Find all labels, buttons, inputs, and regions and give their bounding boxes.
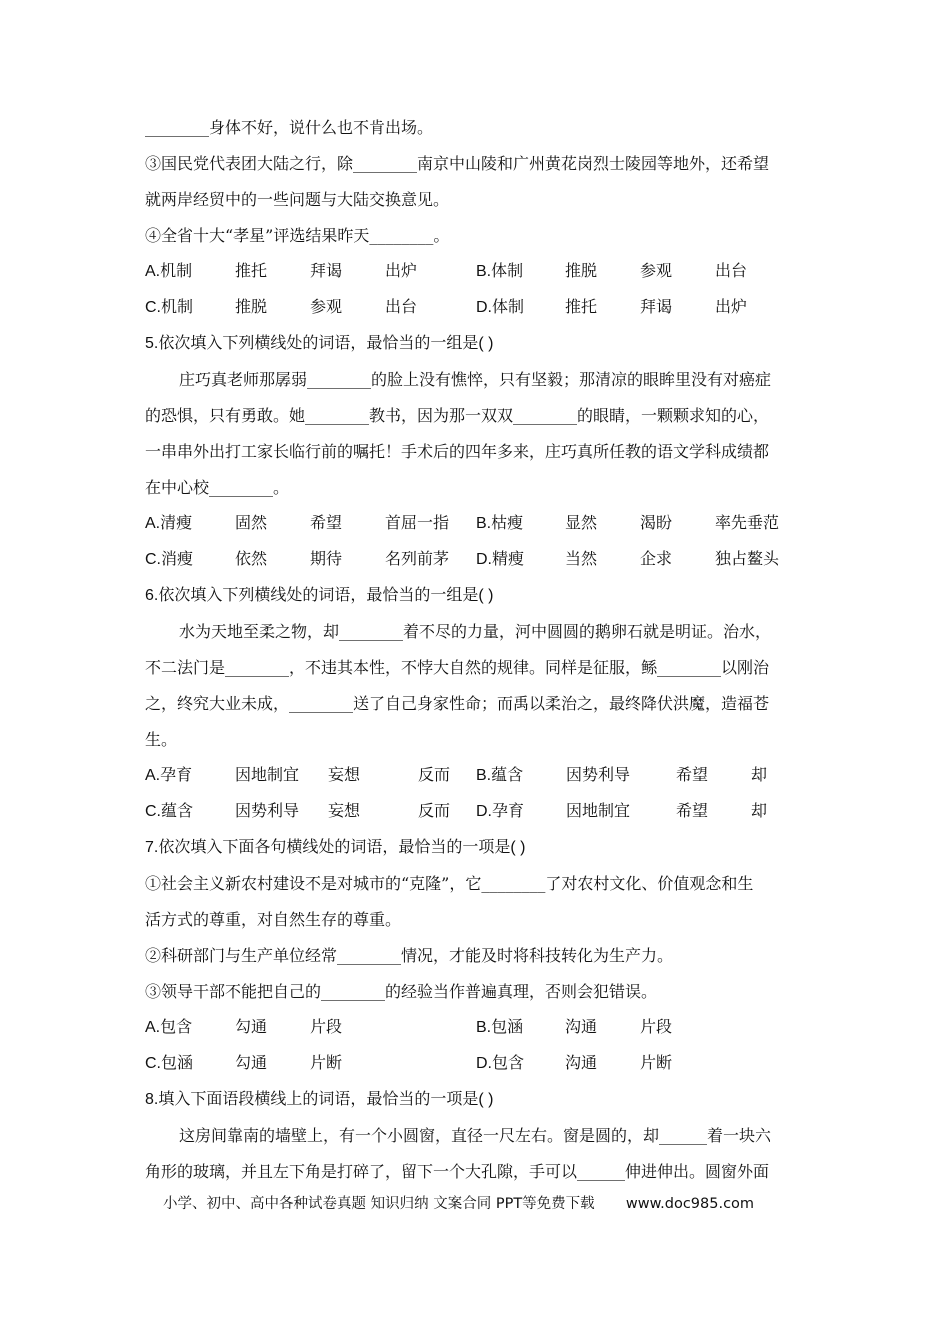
- option-cell: B.包涵: [476, 1019, 524, 1036]
- option-cell: 勾通: [235, 1019, 268, 1036]
- text-line: ________身体不好，说什么也不肯出场。: [145, 118, 434, 137]
- option-cell: 出台: [715, 263, 748, 280]
- option-cell: D.孕育: [476, 803, 525, 820]
- options-row: [145, 794, 810, 830]
- text-line: ②科研部门与生产单位经常________情况，才能及时将科技转化为生产力。: [145, 946, 674, 965]
- option-cell: B.蕴含: [476, 767, 524, 784]
- question-5: [145, 326, 810, 578]
- option-cell: 反而: [418, 767, 451, 784]
- option-cell: C.机制: [145, 299, 194, 316]
- option-cell: A.清瘦: [145, 515, 193, 532]
- options-row: [145, 542, 810, 578]
- page-footer: [163, 1192, 803, 1213]
- text-line: 生。: [145, 730, 178, 749]
- options-row: [145, 758, 810, 794]
- option-cell: 名列前茅: [385, 551, 450, 568]
- option-cell: 出台: [385, 299, 418, 316]
- option-cell: 推脱: [565, 263, 598, 280]
- option-cell: D.精瘦: [476, 551, 525, 568]
- option-cell: 沟通: [565, 1055, 598, 1072]
- option-cell: 显然: [565, 515, 598, 532]
- option-cell: 首屈一指: [385, 515, 450, 532]
- question-title: 6.依次填入下列横线处的词语，最恰当的一组是( ): [145, 587, 494, 604]
- option-cell: 片段: [640, 1019, 673, 1036]
- option-cell: [385, 1010, 476, 1046]
- option-cell: 因势利导: [566, 767, 631, 784]
- option-cell: 企求: [640, 551, 673, 568]
- option-cell: 期待: [310, 551, 343, 568]
- options-row: [145, 1046, 810, 1082]
- option-cell: 出炉: [715, 299, 748, 316]
- question-title: 7.依次填入下面各句横线处的词语，最恰当的一项是( ): [145, 839, 526, 856]
- options-row: [145, 506, 810, 542]
- option-cell: 片段: [310, 1019, 343, 1036]
- question-7: [145, 830, 810, 1082]
- text-line: 在中心校________。: [145, 478, 290, 497]
- text-line: 庄巧真老师那孱弱________的脸上没有憔悴，只有坚毅；那清凉的眼眸里没有对癌症: [179, 370, 772, 389]
- text-line: ①社会主义新农村建设不是对城市的“克隆”，它________了对农村文化、价值观念和生: [145, 874, 754, 893]
- option-cell: 因地制宜: [235, 767, 300, 784]
- option-cell: D.体制: [476, 299, 525, 316]
- q4-tail: [145, 110, 810, 326]
- option-cell: B.体制: [476, 263, 524, 280]
- options-row: [145, 1010, 810, 1046]
- footer-text: 小学、初中、高中各种试卷真题 知识归纳 文案合同 PPT等免费下载: [163, 1196, 595, 1212]
- option-cell: 渴盼: [640, 515, 673, 532]
- option-cell: C.蕴含: [145, 803, 194, 820]
- option-cell: 希望: [676, 803, 709, 820]
- option-cell: 固然: [235, 515, 268, 532]
- option-cell: A.包含: [145, 1019, 193, 1036]
- document-body: [145, 110, 810, 1190]
- option-cell: 却: [751, 803, 768, 820]
- option-cell: 独占鳌头: [715, 551, 780, 568]
- option-cell: A.机制: [145, 263, 193, 280]
- option-cell: [385, 1046, 476, 1082]
- text-line: 之，终究大业未成，________送了自己身家性命；而禹以柔治之，最终降伏洪魔，造福苍: [145, 694, 770, 713]
- option-cell: 推托: [565, 299, 598, 316]
- text-line: 活方式的尊重，对自然生存的尊重。: [145, 910, 402, 929]
- question-title: 5.依次填入下列横线处的词语，最恰当的一组是( ): [145, 335, 494, 352]
- option-cell: C.消瘦: [145, 551, 194, 568]
- option-cell: C.包涵: [145, 1055, 194, 1072]
- footer-url: www.doc985.com: [625, 1196, 755, 1212]
- option-cell: 参观: [640, 263, 673, 280]
- options-row: [145, 290, 810, 326]
- question-title: 8.填入下面语段横线上的词语，最恰当的一项是( ): [145, 1091, 494, 1108]
- option-cell: 希望: [310, 515, 343, 532]
- option-cell: D.包含: [476, 1055, 525, 1072]
- option-cell: 勾通: [235, 1055, 268, 1072]
- option-cell: 推脱: [235, 299, 268, 316]
- options-row: [145, 254, 810, 290]
- text-line: 不二法门是________，不违其本性，不悖大自然的规律。同样是征服，鲧________以刚治: [145, 658, 770, 677]
- option-cell: 依然: [235, 551, 268, 568]
- option-cell: 推托: [235, 263, 268, 280]
- option-cell: 妄想: [328, 803, 361, 820]
- option-cell: 拜谒: [310, 263, 343, 280]
- question-8: [145, 1082, 810, 1190]
- option-cell: [715, 1010, 775, 1046]
- text-line: ④全省十大“孝星”评选结果昨天________。: [145, 226, 450, 245]
- option-cell: 出炉: [385, 263, 418, 280]
- option-cell: 当然: [565, 551, 598, 568]
- option-cell: 片断: [310, 1055, 343, 1072]
- option-cell: 拜谒: [640, 299, 673, 316]
- text-line: ③领导干部不能把自己的________的经验当作普遍真理，否则会犯错误。: [145, 982, 658, 1001]
- option-cell: 率先垂范: [715, 515, 780, 532]
- option-cell: 沟通: [565, 1019, 598, 1036]
- option-cell: 希望: [676, 767, 709, 784]
- option-cell: 因势利导: [235, 803, 300, 820]
- option-cell: 片断: [640, 1055, 673, 1072]
- option-cell: 因地制宜: [566, 803, 631, 820]
- text-line: 就两岸经贸中的一些问题与大陆交换意见。: [145, 190, 450, 209]
- option-cell: 妄想: [328, 767, 361, 784]
- text-line: 水为天地至柔之物，却________着不尽的力量，河中圆圆的鹅卵石就是明证。治水，: [179, 622, 772, 641]
- text-line: 的恐惧，只有勇敢。她________教书，因为那一双双________的眼睛，一颗颗求知的心，: [145, 406, 770, 425]
- option-cell: 反而: [418, 803, 451, 820]
- option-cell: [715, 1046, 775, 1082]
- text-line: 这房间靠南的墙壁上，有一个小圆窗，直径一尺左右。窗是圆的，却______着一块六: [179, 1126, 772, 1145]
- question-6: [145, 578, 810, 830]
- text-line: 一串串外出打工家长临行前的嘱托！手术后的四年多来，庄巧真所任教的语文学科成绩都: [145, 442, 770, 461]
- option-cell: 参观: [310, 299, 343, 316]
- text-line: 角形的玻璃，并且左下角是打碎了，留下一个大孔隙，手可以______伸进伸出。圆窗外面: [145, 1162, 770, 1181]
- option-cell: B.枯瘦: [476, 515, 524, 532]
- option-cell: A.孕育: [145, 767, 193, 784]
- text-line: ③国民党代表团大陆之行，除________南京中山陵和广州黄花岗烈士陵园等地外，还希望: [145, 154, 770, 173]
- option-cell: 却: [751, 767, 768, 784]
